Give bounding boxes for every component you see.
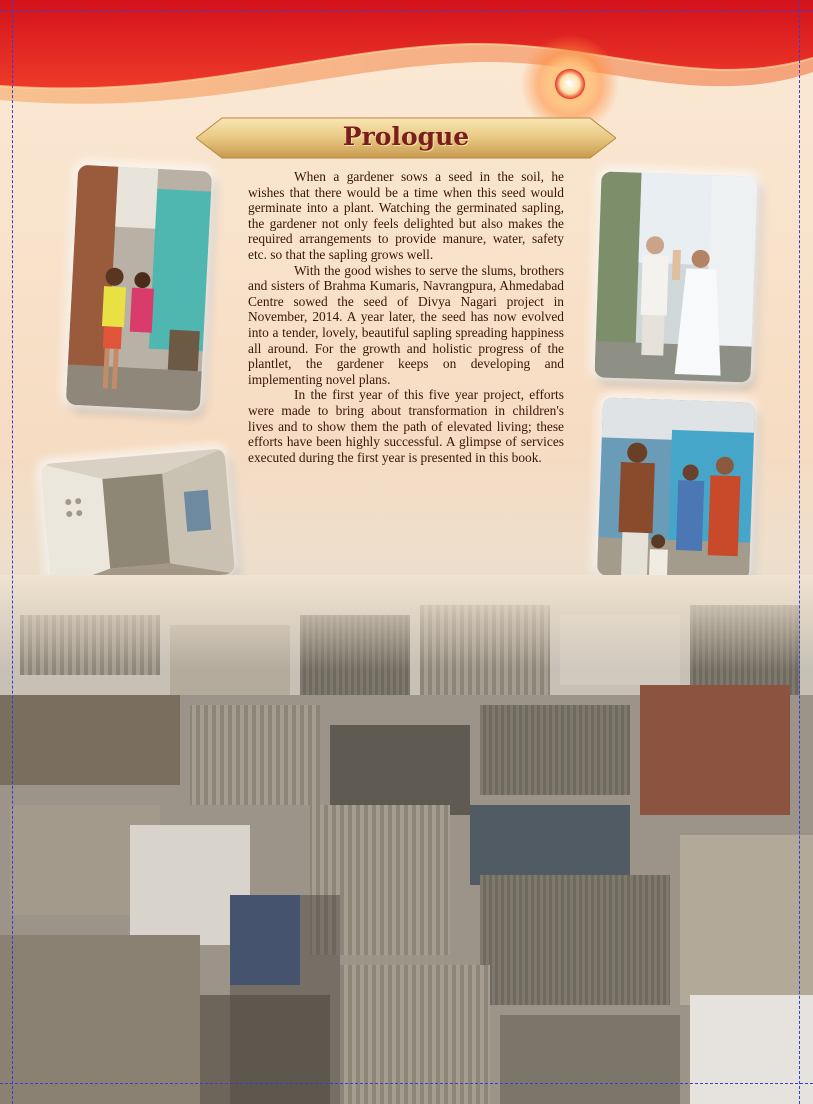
photo-community-meeting xyxy=(597,397,755,580)
trim-line-bottom xyxy=(0,1083,813,1084)
star-emblem-icon: ✦ xyxy=(555,69,585,99)
photo-visitors-lane xyxy=(594,171,757,382)
aerial-slum-image xyxy=(0,575,813,1104)
trim-line-right xyxy=(799,0,800,1104)
trim-line-left xyxy=(12,0,13,1104)
paragraph-3: In the first year of this five year project, efforts were made to bring about transformation in children's lives and to show them the path of elevated living; these efforts have been highly successful. A glimpse of services executed during the first year is presented in this book. xyxy=(248,387,564,465)
photo-narrow-lane xyxy=(41,448,235,590)
photo-children-alley xyxy=(66,165,212,412)
paragraph-1: When a gardener sows a seed in the soil, he wishes that there would be a time when this seed would germinate into a plant. Watching the germinated sapling, the gardener not only feels delighted but also makes the required arrangements to provide manure, water, safety etc. so that the sapling grows well. xyxy=(248,169,564,262)
trim-line-top xyxy=(0,10,813,11)
page-title: Prologue xyxy=(342,122,470,151)
prologue-text xyxy=(248,169,564,465)
paragraph-2: With the good wishes to serve the slums, brothers and sisters of Brahma Kumaris, Navrangpura, Ahmedabad Centre sowed the seed of Divya Nagari project in November, 2014. A year later, the seed has now evolved into a tender, lovely, beautiful sapling spreading happiness all around. For the growth and holistic progress of the plantlet, the gardener keeps on developing and implementing novel plans. xyxy=(248,262,564,387)
